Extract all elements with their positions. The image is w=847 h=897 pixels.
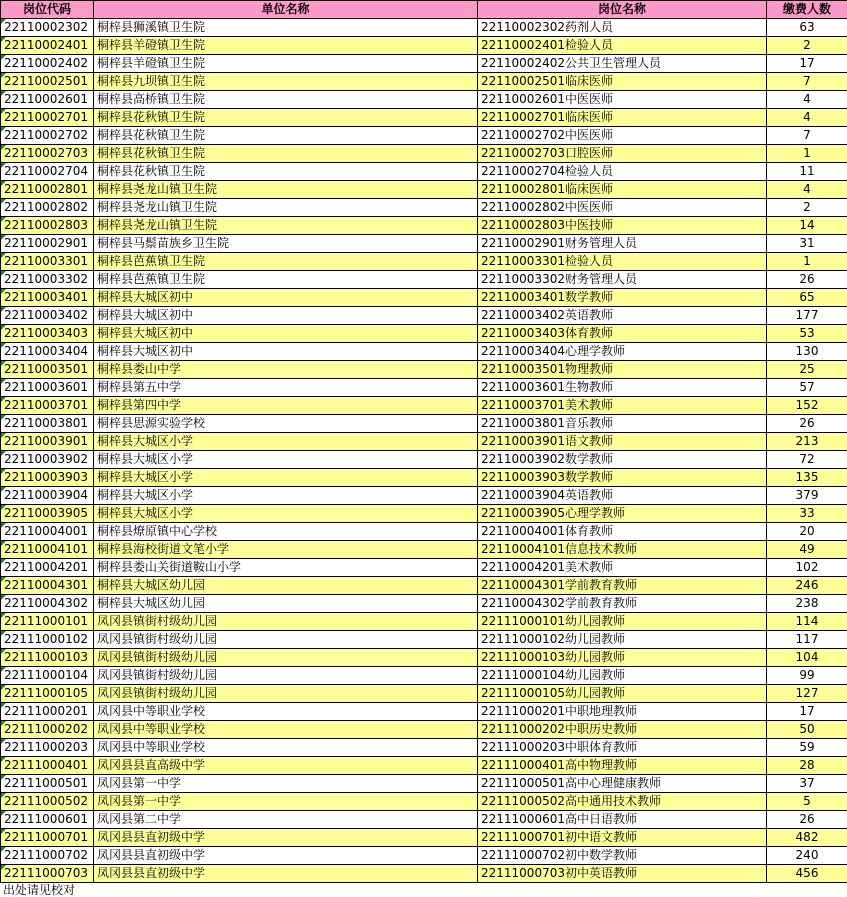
post-code-cell[interactable]: 22110003403 [1, 325, 94, 343]
unit-name-cell[interactable]: 桐梓县九坝镇卫生院 [94, 73, 478, 91]
post-name-cell[interactable]: 22110003404心理学教师 [478, 343, 767, 361]
post-name-cell[interactable]: 22111000104幼儿园教师 [478, 667, 767, 685]
table-row [1, 55, 847, 73]
paid-count-cell[interactable]: 152 [767, 397, 847, 415]
post-code-cell[interactable]: 22111000104 [1, 667, 94, 685]
post-code-cell[interactable]: 22111000202 [1, 721, 94, 739]
post-name-cell[interactable]: 22111000501高中心理健康教师 [478, 775, 767, 793]
paid-count-cell[interactable]: 26 [767, 415, 847, 433]
unit-name-cell[interactable]: 桐梓县大城区初中 [94, 307, 478, 325]
table-row [1, 379, 847, 397]
post-code-cell[interactable]: 22111000203 [1, 739, 94, 757]
post-code-cell[interactable]: 22110003905 [1, 505, 94, 523]
paid-count-cell[interactable]: 33 [767, 505, 847, 523]
table-row [1, 37, 847, 55]
table-row [1, 415, 847, 433]
unit-name-cell[interactable]: 桐梓县大城区初中 [94, 343, 478, 361]
unit-name-cell[interactable]: 凤冈县第一中学 [94, 775, 478, 793]
post-code-cell[interactable]: 22110002302 [1, 19, 94, 37]
paid-count-cell[interactable]: 177 [767, 307, 847, 325]
post-code-cell[interactable]: 22110002704 [1, 163, 94, 181]
post-code-cell[interactable]: 22110003902 [1, 451, 94, 469]
table-row [1, 487, 847, 505]
unit-name-cell[interactable]: 凤冈县县直初级中学 [94, 865, 478, 883]
post-name-cell[interactable]: 22110002302药剂人员 [478, 19, 767, 37]
post-code-cell[interactable]: 22110002803 [1, 217, 94, 235]
unit-name-cell[interactable]: 凤冈县第一中学 [94, 793, 478, 811]
post-name-cell[interactable]: 22111000201中职地理教师 [478, 703, 767, 721]
unit-name-cell[interactable]: 桐梓县狮溪镇卫生院 [94, 19, 478, 37]
unit-name-cell[interactable]: 凤冈县镇街村级幼儿园 [94, 667, 478, 685]
header-paid-count[interactable]: 缴费人数 [767, 1, 847, 19]
paid-count-cell[interactable]: 130 [767, 343, 847, 361]
table-row [1, 613, 847, 631]
post-code-cell[interactable]: 22110003901 [1, 433, 94, 451]
post-name-cell[interactable]: 22111000401高中物理教师 [478, 757, 767, 775]
post-name-cell[interactable]: 22110002704检验人员 [478, 163, 767, 181]
unit-name-cell[interactable]: 桐梓县马鬃苗族乡卫生院 [94, 235, 478, 253]
paid-count-cell[interactable]: 57 [767, 379, 847, 397]
post-code-cell[interactable]: 22111000105 [1, 685, 94, 703]
paid-count-cell[interactable]: 102 [767, 559, 847, 577]
unit-name-cell[interactable]: 桐梓县尧龙山镇卫生院 [94, 181, 478, 199]
table-row [1, 181, 847, 199]
paid-count-cell[interactable]: 127 [767, 685, 847, 703]
table-row [1, 271, 847, 289]
table-row [1, 109, 847, 127]
post-code-cell[interactable]: 22111000501 [1, 775, 94, 793]
post-code-cell[interactable]: 22110003903 [1, 469, 94, 487]
paid-count-cell[interactable]: 104 [767, 649, 847, 667]
post-name-cell[interactable]: 22110002501临床医师 [478, 73, 767, 91]
paid-count-cell[interactable]: 117 [767, 631, 847, 649]
unit-name-cell[interactable]: 凤冈县镇街村级幼儿园 [94, 613, 478, 631]
post-code-cell[interactable]: 22111000702 [1, 847, 94, 865]
unit-name-cell[interactable]: 凤冈县镇街村级幼儿园 [94, 631, 478, 649]
post-name-cell[interactable]: 22111000101幼儿园教师 [478, 613, 767, 631]
post-name-cell[interactable]: 22111000702初中数学教师 [478, 847, 767, 865]
unit-name-cell[interactable]: 凤冈县中等职业学校 [94, 703, 478, 721]
table-row [1, 757, 847, 775]
post-name-cell[interactable]: 22111000601高中日语教师 [478, 811, 767, 829]
post-name-cell[interactable]: 22110002702中医医师 [478, 127, 767, 145]
post-code-cell[interactable]: 22110003401 [1, 289, 94, 307]
unit-name-cell[interactable]: 桐梓县羊磴镇卫生院 [94, 37, 478, 55]
post-name-cell[interactable]: 22110002402公共卫生管理人员 [478, 55, 767, 73]
table-row [1, 73, 847, 91]
table-row [1, 145, 847, 163]
unit-name-cell[interactable]: 桐梓县大城区小学 [94, 469, 478, 487]
post-code-cell[interactable]: 22110003601 [1, 379, 94, 397]
paid-count-cell[interactable]: 26 [767, 271, 847, 289]
table-row [1, 235, 847, 253]
post-name-cell[interactable]: 22110003901语文教师 [478, 433, 767, 451]
post-name-cell[interactable]: 22110002701临床医师 [478, 109, 767, 127]
post-code-cell[interactable]: 22110004201 [1, 559, 94, 577]
table-row [1, 595, 847, 613]
post-name-cell[interactable]: 22110003903数学教师 [478, 469, 767, 487]
post-code-cell[interactable]: 22110002801 [1, 181, 94, 199]
paid-count-cell[interactable]: 238 [767, 595, 847, 613]
unit-name-cell[interactable]: 凤冈县县直初级中学 [94, 847, 478, 865]
post-name-cell[interactable]: 22111000202中职历史教师 [478, 721, 767, 739]
unit-name-cell[interactable]: 桐梓县思源实验学校 [94, 415, 478, 433]
post-name-cell[interactable]: 22110003801音乐教师 [478, 415, 767, 433]
table-row [1, 217, 847, 235]
paid-count-cell[interactable]: 31 [767, 235, 847, 253]
unit-name-cell[interactable]: 凤冈县镇街村级幼儿园 [94, 649, 478, 667]
paid-count-cell[interactable]: 28 [767, 757, 847, 775]
table-row [1, 685, 847, 703]
post-code-cell[interactable]: 22110002401 [1, 37, 94, 55]
post-code-cell[interactable]: 22111000502 [1, 793, 94, 811]
table-row [1, 829, 847, 847]
paid-count-cell[interactable]: 26 [767, 811, 847, 829]
table-row [1, 847, 847, 865]
table-row [1, 433, 847, 451]
table-row [1, 541, 847, 559]
post-name-cell[interactable]: 22110004101信息技术教师 [478, 541, 767, 559]
unit-name-cell[interactable]: 桐梓县芭蕉镇卫生院 [94, 253, 478, 271]
post-name-cell[interactable]: 22110004001体育教师 [478, 523, 767, 541]
table-row [1, 559, 847, 577]
post-name-cell[interactable]: 22111000701初中语文教师 [478, 829, 767, 847]
post-code-cell[interactable]: 22111000103 [1, 649, 94, 667]
post-name-cell[interactable]: 22110003601生物教师 [478, 379, 767, 397]
paid-count-cell[interactable]: 59 [767, 739, 847, 757]
unit-name-cell[interactable]: 桐梓县高桥镇卫生院 [94, 91, 478, 109]
post-name-cell[interactable]: 22110004201美术教师 [478, 559, 767, 577]
table-row [1, 739, 847, 757]
paid-count-cell[interactable]: 135 [767, 469, 847, 487]
paid-count-cell[interactable]: 7 [767, 73, 847, 91]
paid-count-cell[interactable]: 1 [767, 253, 847, 271]
paid-count-cell[interactable]: 213 [767, 433, 847, 451]
unit-name-cell[interactable]: 桐梓县娄山中学 [94, 361, 478, 379]
table-row [1, 811, 847, 829]
paid-count-cell[interactable]: 2 [767, 37, 847, 55]
unit-name-cell[interactable]: 桐梓县娄山关街道鞍山小学 [94, 559, 478, 577]
post-code-cell[interactable]: 22111000201 [1, 703, 94, 721]
unit-name-cell[interactable]: 桐梓县大城区小学 [94, 433, 478, 451]
post-code-cell[interactable]: 22110004001 [1, 523, 94, 541]
paid-count-cell[interactable]: 25 [767, 361, 847, 379]
unit-name-cell[interactable]: 凤冈县县直高级中学 [94, 757, 478, 775]
table-row [1, 397, 847, 415]
post-name-cell[interactable]: 22110004301学前教育教师 [478, 577, 767, 595]
unit-name-cell[interactable]: 桐梓县尧龙山镇卫生院 [94, 199, 478, 217]
post-name-cell[interactable]: 22110003402英语教师 [478, 307, 767, 325]
table-row [1, 91, 847, 109]
table-row [1, 865, 847, 883]
post-code-cell[interactable]: 22110003904 [1, 487, 94, 505]
post-name-cell[interactable]: 22110003701美术教师 [478, 397, 767, 415]
table-row [1, 19, 847, 37]
post-name-cell[interactable]: 22111000105幼儿园教师 [478, 685, 767, 703]
post-code-cell[interactable]: 22110003701 [1, 397, 94, 415]
table-row [1, 343, 847, 361]
unit-name-cell[interactable]: 桐梓县大城区初中 [94, 289, 478, 307]
paid-count-cell[interactable]: 53 [767, 325, 847, 343]
post-code-cell[interactable]: 22111000701 [1, 829, 94, 847]
unit-name-cell[interactable]: 桐梓县大城区幼儿园 [94, 577, 478, 595]
table-row [1, 451, 847, 469]
paid-count-cell[interactable]: 7 [767, 127, 847, 145]
table-body [1, 19, 847, 883]
footer-note: 出处请见校对 [3, 884, 75, 896]
post-code-cell[interactable]: 22110003301 [1, 253, 94, 271]
table-row [1, 505, 847, 523]
header-row [1, 1, 847, 19]
post-code-cell[interactable]: 22111000101 [1, 613, 94, 631]
table-row [1, 127, 847, 145]
post-name-cell[interactable]: 22110003902数学教师 [478, 451, 767, 469]
paid-count-cell[interactable]: 379 [767, 487, 847, 505]
paid-count-cell[interactable]: 63 [767, 19, 847, 37]
table-row [1, 307, 847, 325]
unit-name-cell[interactable]: 桐梓县大城区小学 [94, 487, 478, 505]
post-name-cell[interactable]: 22110003403体育教师 [478, 325, 767, 343]
post-name-cell[interactable]: 22111000502高中通用技术教师 [478, 793, 767, 811]
header-post-name[interactable]: 岗位名称 [478, 1, 767, 19]
unit-name-cell[interactable]: 桐梓县花秋镇卫生院 [94, 109, 478, 127]
paid-count-cell[interactable]: 1 [767, 145, 847, 163]
table-row [1, 631, 847, 649]
unit-name-cell[interactable]: 桐梓县花秋镇卫生院 [94, 145, 478, 163]
paid-count-cell[interactable]: 4 [767, 109, 847, 127]
paid-count-cell[interactable]: 482 [767, 829, 847, 847]
table-row [1, 289, 847, 307]
table-row [1, 649, 847, 667]
unit-name-cell[interactable]: 桐梓县大城区初中 [94, 325, 478, 343]
paid-count-cell[interactable]: 456 [767, 865, 847, 883]
unit-name-cell[interactable]: 桐梓县燎原镇中心学校 [94, 523, 478, 541]
post-name-cell[interactable]: 22110003904英语教师 [478, 487, 767, 505]
unit-name-cell[interactable]: 桐梓县尧龙山镇卫生院 [94, 217, 478, 235]
paid-count-cell[interactable]: 72 [767, 451, 847, 469]
paid-count-cell[interactable]: 50 [767, 721, 847, 739]
table-row [1, 775, 847, 793]
paid-count-cell[interactable]: 37 [767, 775, 847, 793]
table-row [1, 469, 847, 487]
post-code-cell[interactable]: 22111000401 [1, 757, 94, 775]
unit-name-cell[interactable]: 桐梓县大城区小学 [94, 505, 478, 523]
header-post-code[interactable]: 岗位代码 [1, 1, 94, 19]
post-name-cell[interactable]: 22110003401数学教师 [478, 289, 767, 307]
table-row [1, 325, 847, 343]
paid-count-cell[interactable]: 114 [767, 613, 847, 631]
unit-name-cell[interactable]: 桐梓县花秋镇卫生院 [94, 163, 478, 181]
post-name-cell[interactable]: 22110003302财务管理人员 [478, 271, 767, 289]
post-code-cell[interactable]: 22110003404 [1, 343, 94, 361]
unit-name-cell[interactable]: 凤冈县中等职业学校 [94, 721, 478, 739]
table-row [1, 163, 847, 181]
paid-count-cell[interactable]: 17 [767, 703, 847, 721]
table-row [1, 361, 847, 379]
unit-name-cell[interactable]: 桐梓县海校街道文笔小学 [94, 541, 478, 559]
paid-count-cell[interactable]: 5 [767, 793, 847, 811]
table-row [1, 523, 847, 541]
paid-count-cell[interactable]: 11 [767, 163, 847, 181]
post-name-cell[interactable]: 22110003301检验人员 [478, 253, 767, 271]
post-code-cell[interactable]: 22110002703 [1, 145, 94, 163]
unit-name-cell[interactable]: 桐梓县第五中学 [94, 379, 478, 397]
post-code-cell[interactable]: 22110003801 [1, 415, 94, 433]
unit-name-cell[interactable]: 凤冈县中等职业学校 [94, 739, 478, 757]
table-row [1, 577, 847, 595]
post-code-cell[interactable]: 22111000703 [1, 865, 94, 883]
post-name-cell[interactable]: 22110002801临床医师 [478, 181, 767, 199]
unit-name-cell[interactable]: 凤冈县镇街村级幼儿园 [94, 685, 478, 703]
unit-name-cell[interactable]: 凤冈县县直初级中学 [94, 829, 478, 847]
post-name-cell[interactable]: 22110003905心理学教师 [478, 505, 767, 523]
table-row [1, 199, 847, 217]
paid-count-cell[interactable]: 99 [767, 667, 847, 685]
table-row [1, 721, 847, 739]
post-code-cell[interactable]: 22110002701 [1, 109, 94, 127]
post-name-cell[interactable]: 22110004302学前教育教师 [478, 595, 767, 613]
paid-count-cell[interactable]: 240 [767, 847, 847, 865]
post-name-cell[interactable]: 22110002802中医医师 [478, 199, 767, 217]
paid-count-cell[interactable]: 4 [767, 181, 847, 199]
paid-count-cell[interactable]: 2 [767, 199, 847, 217]
post-name-cell[interactable]: 22111000103幼儿园教师 [478, 649, 767, 667]
unit-name-cell[interactable]: 桐梓县花秋镇卫生院 [94, 127, 478, 145]
post-name-cell[interactable]: 22110002803中医技师 [478, 217, 767, 235]
paid-count-cell[interactable]: 14 [767, 217, 847, 235]
post-code-cell[interactable]: 22110003302 [1, 271, 94, 289]
paid-count-cell[interactable]: 49 [767, 541, 847, 559]
post-code-cell[interactable]: 22110002901 [1, 235, 94, 253]
post-code-cell[interactable]: 22110002402 [1, 55, 94, 73]
post-code-cell[interactable]: 22111000601 [1, 811, 94, 829]
post-name-cell[interactable]: 22111000203中职体育教师 [478, 739, 767, 757]
post-name-cell[interactable]: 22111000703初中英语教师 [478, 865, 767, 883]
table-row [1, 793, 847, 811]
post-code-cell[interactable]: 22110002601 [1, 91, 94, 109]
paid-count-cell[interactable]: 4 [767, 91, 847, 109]
table-row [1, 667, 847, 685]
post-code-cell[interactable]: 22110003402 [1, 307, 94, 325]
unit-name-cell[interactable]: 桐梓县大城区小学 [94, 451, 478, 469]
post-name-cell[interactable]: 22110003501物理教师 [478, 361, 767, 379]
paid-count-cell[interactable]: 246 [767, 577, 847, 595]
unit-name-cell[interactable]: 凤冈县第二中学 [94, 811, 478, 829]
post-code-cell[interactable]: 22110002501 [1, 73, 94, 91]
post-name-cell[interactable]: 22110002703口腔医师 [478, 145, 767, 163]
header-unit-name[interactable]: 单位名称 [94, 1, 478, 19]
post-name-cell[interactable]: 22110002901财务管理人员 [478, 235, 767, 253]
table-row [1, 253, 847, 271]
post-code-cell[interactable]: 22111000102 [1, 631, 94, 649]
post-code-cell[interactable]: 22110003501 [1, 361, 94, 379]
post-name-cell[interactable]: 22111000102幼儿园教师 [478, 631, 767, 649]
paid-count-cell[interactable]: 65 [767, 289, 847, 307]
post-name-cell[interactable]: 22110002601中医医师 [478, 91, 767, 109]
post-code-cell[interactable]: 22110004101 [1, 541, 94, 559]
table-row [1, 703, 847, 721]
unit-name-cell[interactable]: 桐梓县芭蕉镇卫生院 [94, 271, 478, 289]
post-name-cell[interactable]: 22110002401检验人员 [478, 37, 767, 55]
unit-name-cell[interactable]: 桐梓县第四中学 [94, 397, 478, 415]
paid-count-cell[interactable]: 17 [767, 55, 847, 73]
unit-name-cell[interactable]: 桐梓县大城区幼儿园 [94, 595, 478, 613]
post-code-cell[interactable]: 22110002802 [1, 199, 94, 217]
unit-name-cell[interactable]: 桐梓县羊磴镇卫生院 [94, 55, 478, 73]
post-code-cell[interactable]: 22110004301 [1, 577, 94, 595]
post-code-cell[interactable]: 22110004302 [1, 595, 94, 613]
paid-count-cell[interactable]: 20 [767, 523, 847, 541]
post-code-cell[interactable]: 22110002702 [1, 127, 94, 145]
